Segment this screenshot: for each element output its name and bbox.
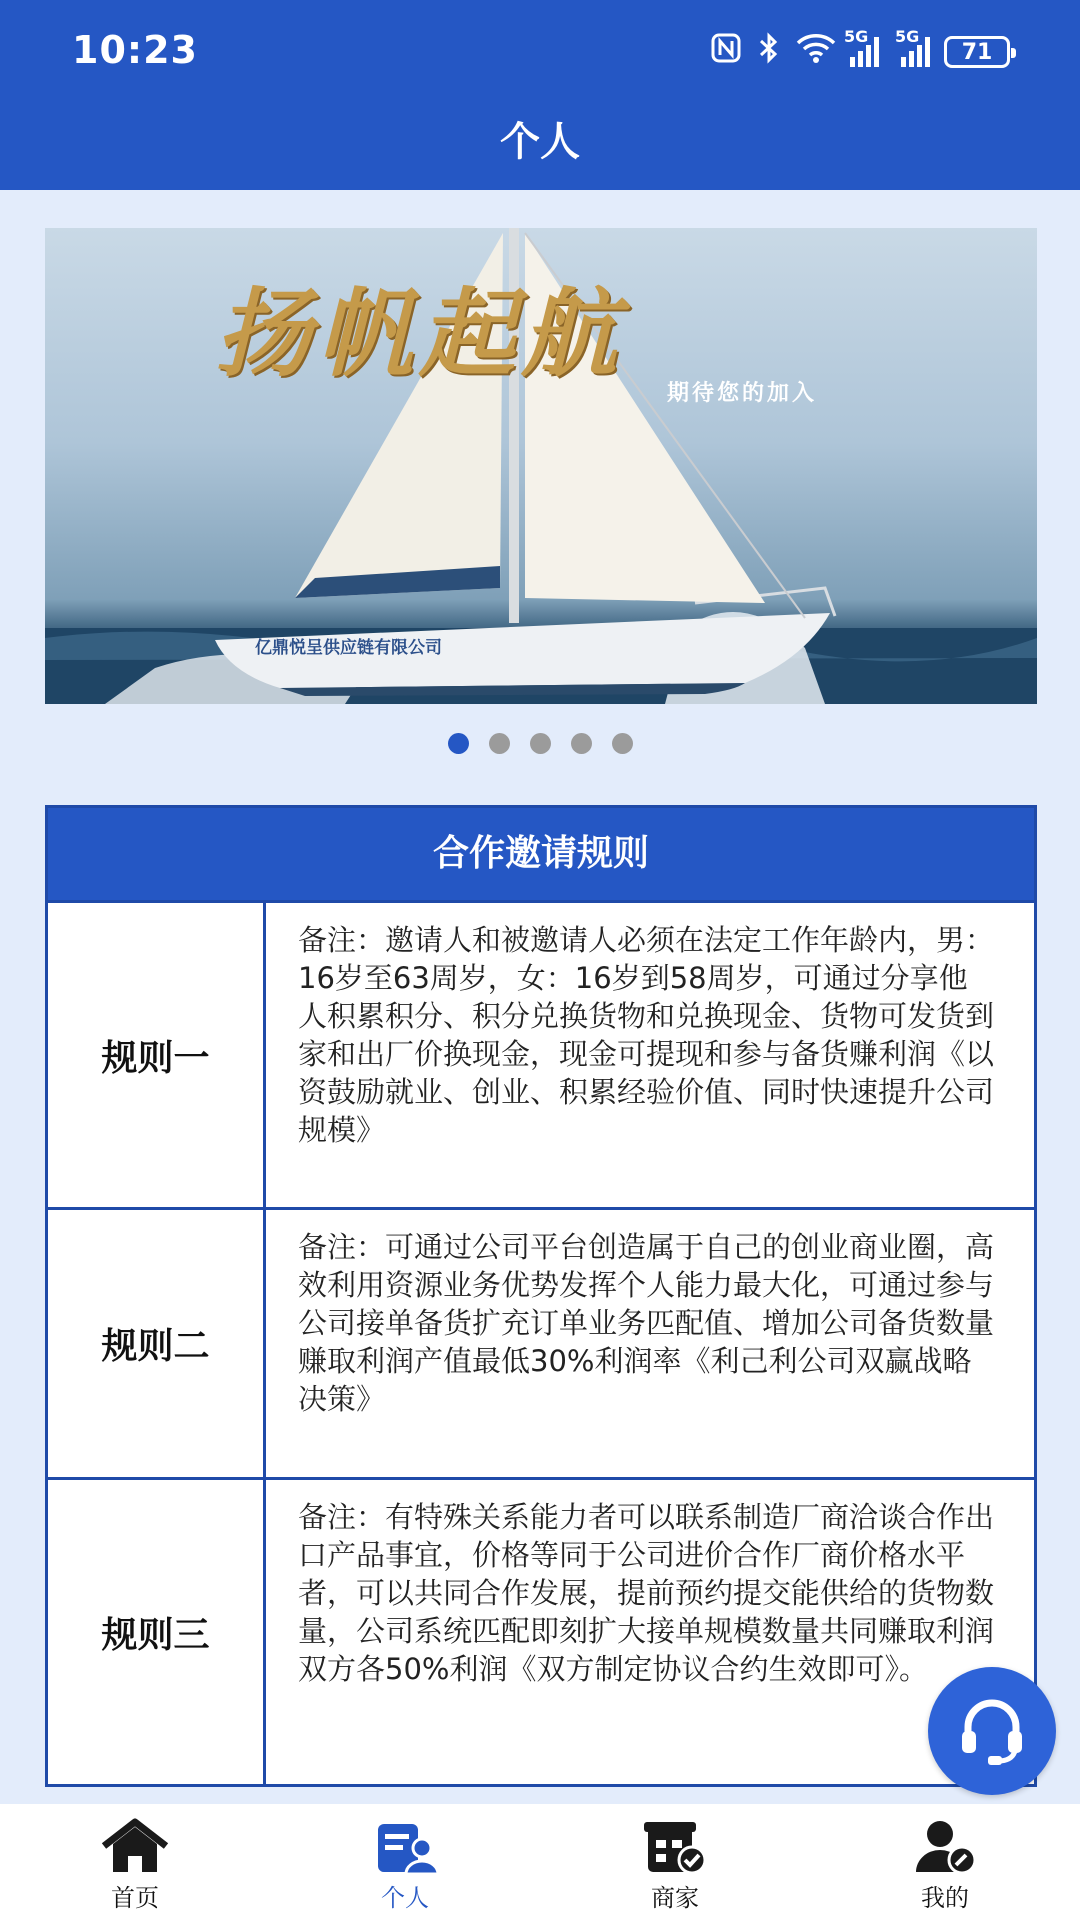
status-time: 10:23 — [72, 28, 198, 72]
network-label: 5G — [844, 27, 869, 46]
rule-name: 规则二 — [48, 1210, 266, 1477]
rule-row — [48, 1477, 1034, 1784]
carousel-indicator — [0, 733, 1080, 754]
hull-company-text: 亿鼎悦呈供应链有限公司 — [255, 638, 442, 658]
banner-title: 扬帆起航 — [215, 277, 623, 390]
nav-mine[interactable] — [810, 1804, 1080, 1920]
rule-name: 规则三 — [48, 1480, 266, 1784]
bottom-nav — [0, 1804, 1080, 1920]
nav-merchant[interactable] — [540, 1804, 810, 1920]
rule-text: 备注：邀请人和被邀请人必须在法定工作年龄内，男：16岁至63周岁，女：16岁到58周岁，可通过分享他人积累积分、积分兑换货物和兑换现金、货物可发货到家和出厂价换现金，现金可提现和参与备货赚利润《以资鼓励就业、创业、积累经验价值、同时快速提升公司规模》 — [298, 923, 995, 1147]
nav-label: 我的 — [921, 1884, 969, 1912]
nav-label: 首页 — [111, 1884, 159, 1912]
carousel-dot[interactable] — [489, 733, 510, 754]
banner-carousel[interactable] — [45, 228, 1037, 704]
nfc-icon — [710, 32, 742, 72]
network-label: 5G — [895, 27, 920, 46]
rule-row — [48, 1207, 1034, 1477]
status-icons — [710, 27, 1010, 74]
carousel-dot[interactable] — [530, 733, 551, 754]
carousel-dot[interactable] — [448, 733, 469, 754]
customer-service-button[interactable] — [928, 1667, 1056, 1795]
headset-icon — [952, 1691, 1032, 1771]
bluetooth-icon — [756, 32, 782, 72]
nav-label: 个人 — [381, 1884, 429, 1912]
top-bar — [0, 0, 1080, 190]
rule-name: 规则一 — [48, 903, 266, 1207]
carousel-dot[interactable] — [612, 733, 633, 754]
nav-home[interactable] — [0, 1804, 270, 1920]
signal-5g-icon — [895, 27, 930, 67]
rule-text: 备注：可通过公司平台创造属于自己的创业商业圈，高效利用资源业务优势发挥个人能力最大化，可通过参与公司接单备货扩充订单业务匹配值、增加公司备货数量赚取利润产值最低30%利润率《利己利公司双赢战略决策》 — [298, 1230, 995, 1416]
home-icon — [100, 1818, 170, 1876]
banner-subtitle: 期待您的加入 — [667, 381, 818, 406]
merchant-icon — [640, 1818, 710, 1876]
rule-row — [48, 900, 1034, 1207]
battery-level: 71 — [961, 39, 993, 65]
user-icon — [910, 1818, 980, 1876]
rules-table — [45, 805, 1037, 1787]
nav-personal[interactable] — [270, 1804, 540, 1920]
wifi-icon — [796, 33, 836, 71]
battery-icon — [944, 36, 1010, 68]
carousel-dot[interactable] — [571, 733, 592, 754]
rules-title: 合作邀请规则 — [48, 808, 1034, 900]
person-card-icon — [370, 1818, 440, 1876]
signal-5g-icon — [844, 27, 879, 67]
page-title: 个人 — [500, 119, 580, 165]
rule-text: 备注：有特殊关系能力者可以联系制造厂商洽谈合作出口产品事宜，价格等同于公司进价合作厂商价格水平者，可以共同合作发展，提前预约提交能供给的货物数量，公司系统匹配即刻扩大接单规模数量共同赚取利润双方各50%利润《双方制定协议合约生效即可》。 — [298, 1500, 995, 1686]
nav-label: 商家 — [651, 1884, 699, 1912]
